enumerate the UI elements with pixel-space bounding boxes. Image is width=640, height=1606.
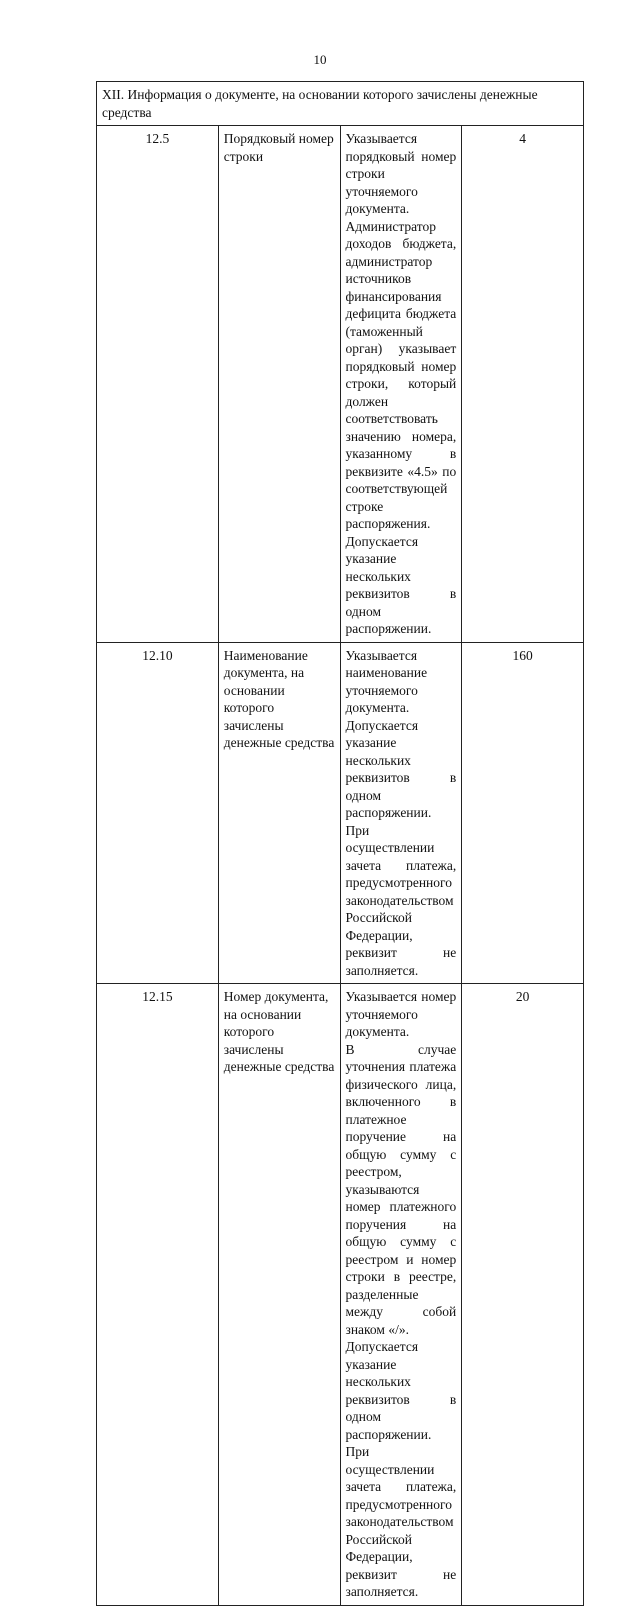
row-description	[340, 126, 462, 643]
section-header-row	[97, 82, 584, 126]
section-title: XII. Информация о документе, на основании которого зачислены денежные средства	[97, 82, 584, 126]
description-paragraph: Администратор доходов бюджета, администратор источников финансирования дефицита бюджета (таможенный орган) указывает порядковый номер строки, который должен соответствовать значению номера, указанному в реквизите «4.5» по соответствующей строке распоряжения.	[345, 218, 457, 531]
row-name: Номер документа, на основании которого зачислены денежные средства	[218, 984, 340, 1606]
table-row	[97, 984, 584, 1606]
table-row	[97, 126, 584, 643]
row-number: 12.10	[97, 642, 219, 984]
row-name: Наименование документа, на основании которого зачислены денежные средства	[218, 642, 340, 984]
description-paragraph: При осуществлении зачета платежа, предусмотренного законодательством Российской Федерации, реквизит не заполняется.	[345, 1444, 457, 1599]
description-paragraph: Указывается порядковый номер строки уточняемого документа.	[345, 131, 457, 216]
row-description	[340, 984, 462, 1606]
page-number: 10	[313, 52, 327, 67]
table-row	[97, 642, 584, 984]
description-paragraph: Указывается номер уточняемого документа.	[345, 989, 457, 1039]
description-paragraph: Допускается указание нескольких реквизитов в одном распоряжении.	[345, 1339, 457, 1442]
row-number: 12.15	[97, 984, 219, 1606]
requisites-table	[96, 81, 584, 1606]
row-name: Порядковый номер строки	[218, 126, 340, 643]
row-length: 4	[462, 126, 584, 643]
description-paragraph: Допускается указание нескольких реквизитов в одном распоряжении.	[345, 533, 457, 636]
description-paragraph: При осуществлении зачета платежа, предусмотренного законодательством Российской Федерации, реквизит не заполняется.	[345, 822, 457, 978]
row-description	[340, 642, 462, 984]
description-paragraph: Указывается наименование уточняемого документа.	[345, 647, 428, 715]
row-length: 20	[462, 984, 584, 1606]
row-number: 12.5	[97, 126, 219, 643]
description-paragraph: В случае уточнения платежа физического лица, включенного в платежное поручение на общую сумму с реестром, указываются номер платежного поручения на общую сумму с реестром и номер строки в реестре, разделенные между собой знаком «/».	[345, 1041, 457, 1337]
row-length: 160	[462, 642, 584, 984]
description-paragraph: Допускается указание нескольких реквизитов в одном распоряжении.	[345, 717, 457, 820]
